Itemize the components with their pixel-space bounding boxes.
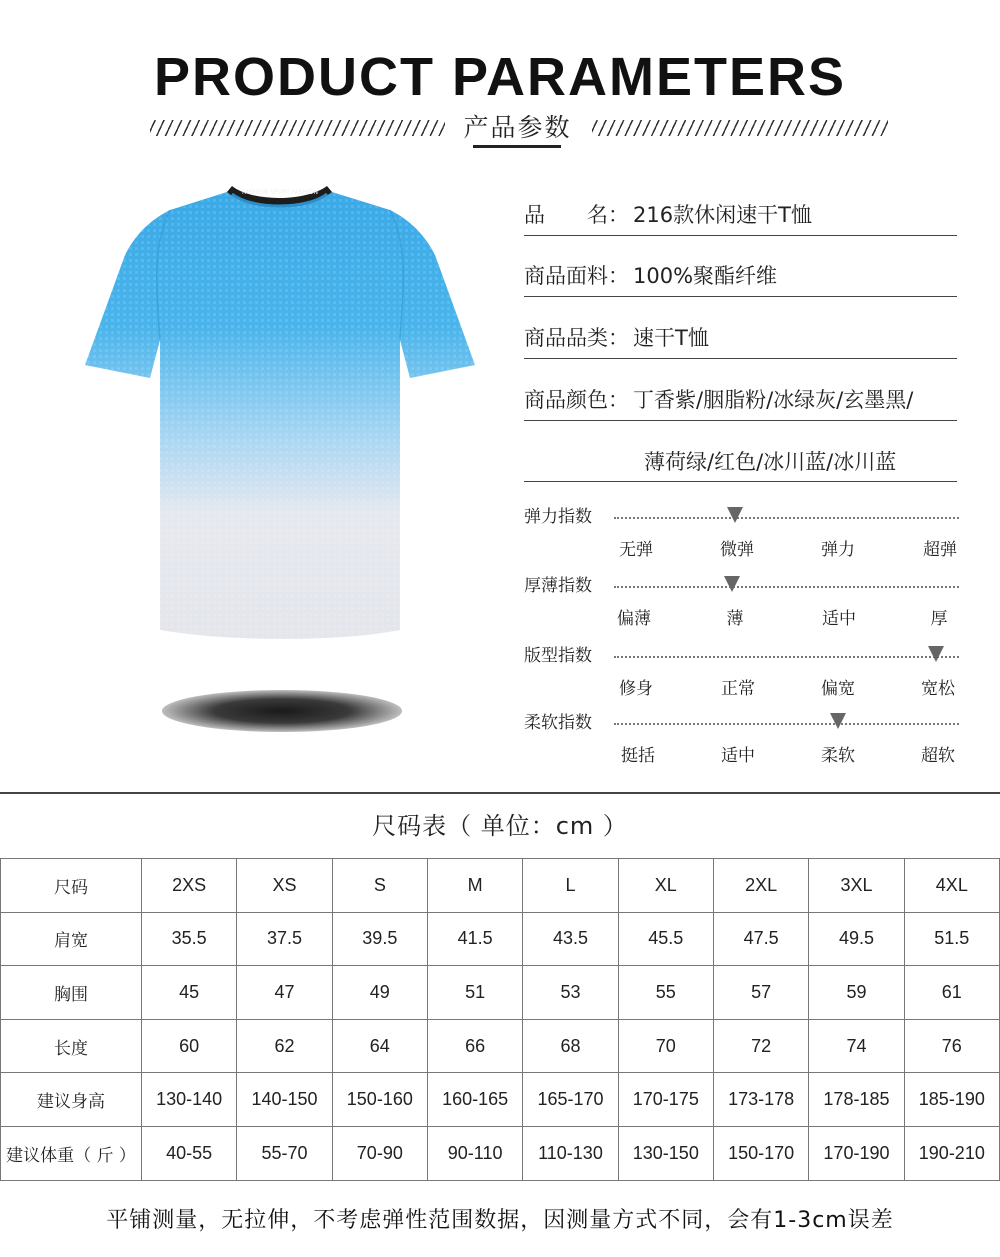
decorative-hatch-right — [592, 120, 888, 136]
table-cell: 150-170 — [713, 1126, 808, 1180]
index-name: 柔软指数 — [524, 713, 592, 733]
table-cell: 3XL — [809, 859, 904, 913]
row-label-cell: 肩宽 — [1, 912, 142, 966]
index-option: 适中 — [822, 609, 856, 629]
table-cell: 61 — [904, 966, 999, 1020]
index-option: 修身 — [619, 679, 653, 699]
index-option: 宽松 — [921, 679, 955, 699]
section-divider — [0, 792, 1000, 794]
index-scale-line — [614, 723, 959, 725]
decorative-hatch-left — [150, 120, 445, 136]
table-cell: 76 — [904, 1019, 999, 1073]
table-cell: 68 — [523, 1019, 618, 1073]
index-scale-line — [614, 517, 959, 519]
table-header-row — [1, 859, 1000, 913]
index-option: 适中 — [721, 746, 755, 766]
param-product-name — [524, 195, 957, 236]
table-cell: 74 — [809, 1019, 904, 1073]
table-cell: 62 — [237, 1019, 332, 1073]
index-name: 弹力指数 — [524, 507, 592, 527]
index-option: 超弹 — [923, 540, 957, 560]
section-subtitle: 产品参数 — [463, 113, 572, 142]
index-option: 厚 — [930, 609, 948, 629]
table-cell: 130-140 — [142, 1073, 237, 1127]
index-option: 超软 — [921, 746, 955, 766]
index-thickness — [524, 574, 964, 634]
table-cell: 59 — [809, 966, 904, 1020]
index-fit — [524, 644, 964, 704]
table-cell: S — [332, 859, 427, 913]
param-value: 速干T恤 — [633, 326, 709, 350]
table-row — [1, 966, 1000, 1020]
param-label: 商品品类： — [524, 326, 629, 350]
table-cell: 55 — [618, 966, 713, 1020]
table-cell: 4XL — [904, 859, 999, 913]
table-cell: 72 — [713, 1019, 808, 1073]
param-label: 商品面料： — [524, 264, 629, 288]
param-colors-continued: 薄荷绿/红色/冰川蓝/冰川蓝 — [524, 442, 957, 482]
index-marker-icon — [830, 713, 846, 729]
table-cell: 190-210 — [904, 1126, 999, 1180]
subtitle-row — [0, 106, 1000, 142]
table-cell: 185-190 — [904, 1073, 999, 1127]
table-cell: 173-178 — [713, 1073, 808, 1127]
table-cell: 140-150 — [237, 1073, 332, 1127]
index-option: 挺括 — [621, 746, 655, 766]
table-cell: 130-150 — [618, 1126, 713, 1180]
table-cell: 57 — [713, 966, 808, 1020]
measurement-footnote: 平铺测量，无拉伸，不考虑弹性范围数据，因测量方式不同，会有1-3cm误差 — [106, 1208, 894, 1233]
index-option: 薄 — [726, 609, 744, 629]
table-cell: 49.5 — [809, 912, 904, 966]
collar-brand-text: FASHION SPORT FASHION — [242, 189, 318, 196]
table-cell: 53 — [523, 966, 618, 1020]
row-label-cell: 尺码 — [1, 859, 142, 913]
table-cell: M — [427, 859, 522, 913]
subtitle-underline — [473, 145, 561, 148]
table-cell: 60 — [142, 1019, 237, 1073]
table-cell: 70 — [618, 1019, 713, 1073]
index-option: 偏宽 — [821, 679, 855, 699]
param-label: 品 名： — [524, 203, 629, 227]
row-label-cell: 长度 — [1, 1019, 142, 1073]
index-marker-icon — [724, 576, 740, 592]
table-cell: 55-70 — [237, 1126, 332, 1180]
index-elasticity — [524, 505, 964, 565]
table-cell: 47.5 — [713, 912, 808, 966]
table-cell: 41.5 — [427, 912, 522, 966]
param-value: 丁香紫/胭脂粉/冰绿灰/玄墨黑/ — [633, 388, 914, 412]
table-cell: L — [523, 859, 618, 913]
table-cell: 49 — [332, 966, 427, 1020]
product-shadow — [162, 690, 402, 732]
table-cell: 66 — [427, 1019, 522, 1073]
size-chart-table — [0, 858, 1000, 1181]
table-cell: 51 — [427, 966, 522, 1020]
index-name: 版型指数 — [524, 646, 592, 666]
table-cell: XS — [237, 859, 332, 913]
param-value: 216款休闲速干T恤 — [633, 203, 812, 227]
size-chart-title: 尺码表（ 单位：cm ） — [372, 812, 628, 840]
table-cell: 40-55 — [142, 1126, 237, 1180]
table-cell: 37.5 — [237, 912, 332, 966]
index-option: 弹力 — [821, 540, 855, 560]
table-cell: 160-165 — [427, 1073, 522, 1127]
param-fabric — [524, 256, 957, 297]
table-cell: 178-185 — [809, 1073, 904, 1127]
page-title: PRODUCT PARAMETERS — [153, 47, 846, 107]
param-label: 商品颜色： — [524, 388, 629, 412]
product-tshirt-image — [80, 180, 480, 650]
index-option: 微弹 — [720, 540, 754, 560]
table-cell: 165-170 — [523, 1073, 618, 1127]
row-label-cell: 建议身高 — [1, 1073, 142, 1127]
param-value: 100%聚酯纤维 — [633, 264, 778, 288]
index-scale-line — [614, 656, 959, 658]
table-cell: 43.5 — [523, 912, 618, 966]
table-cell: 39.5 — [332, 912, 427, 966]
param-colors — [524, 380, 957, 421]
table-cell: 70-90 — [332, 1126, 427, 1180]
table-cell: XL — [618, 859, 713, 913]
table-cell: 35.5 — [142, 912, 237, 966]
table-row — [1, 912, 1000, 966]
index-name: 厚薄指数 — [524, 576, 592, 596]
param-category — [524, 318, 957, 359]
index-option: 无弹 — [619, 540, 653, 560]
table-cell: 110-130 — [523, 1126, 618, 1180]
table-cell: 47 — [237, 966, 332, 1020]
row-label-cell: 建议体重（ 斤 ） — [1, 1126, 142, 1180]
table-row — [1, 1073, 1000, 1127]
table-cell: 64 — [332, 1019, 427, 1073]
table-cell: 45.5 — [618, 912, 713, 966]
table-cell: 2XS — [142, 859, 237, 913]
row-label-cell: 胸围 — [1, 966, 142, 1020]
table-cell: 2XL — [713, 859, 808, 913]
table-cell: 90-110 — [427, 1126, 522, 1180]
table-cell: 150-160 — [332, 1073, 427, 1127]
index-option: 偏薄 — [617, 609, 651, 629]
index-softness — [524, 711, 964, 771]
index-marker-icon — [727, 507, 743, 523]
table-cell: 170-190 — [809, 1126, 904, 1180]
table-row — [1, 1126, 1000, 1180]
index-option: 柔软 — [821, 746, 855, 766]
index-marker-icon — [928, 646, 944, 662]
index-scale-line — [614, 586, 959, 588]
table-row — [1, 1019, 1000, 1073]
table-cell: 51.5 — [904, 912, 999, 966]
index-option: 正常 — [721, 679, 755, 699]
table-cell: 45 — [142, 966, 237, 1020]
table-cell: 170-175 — [618, 1073, 713, 1127]
